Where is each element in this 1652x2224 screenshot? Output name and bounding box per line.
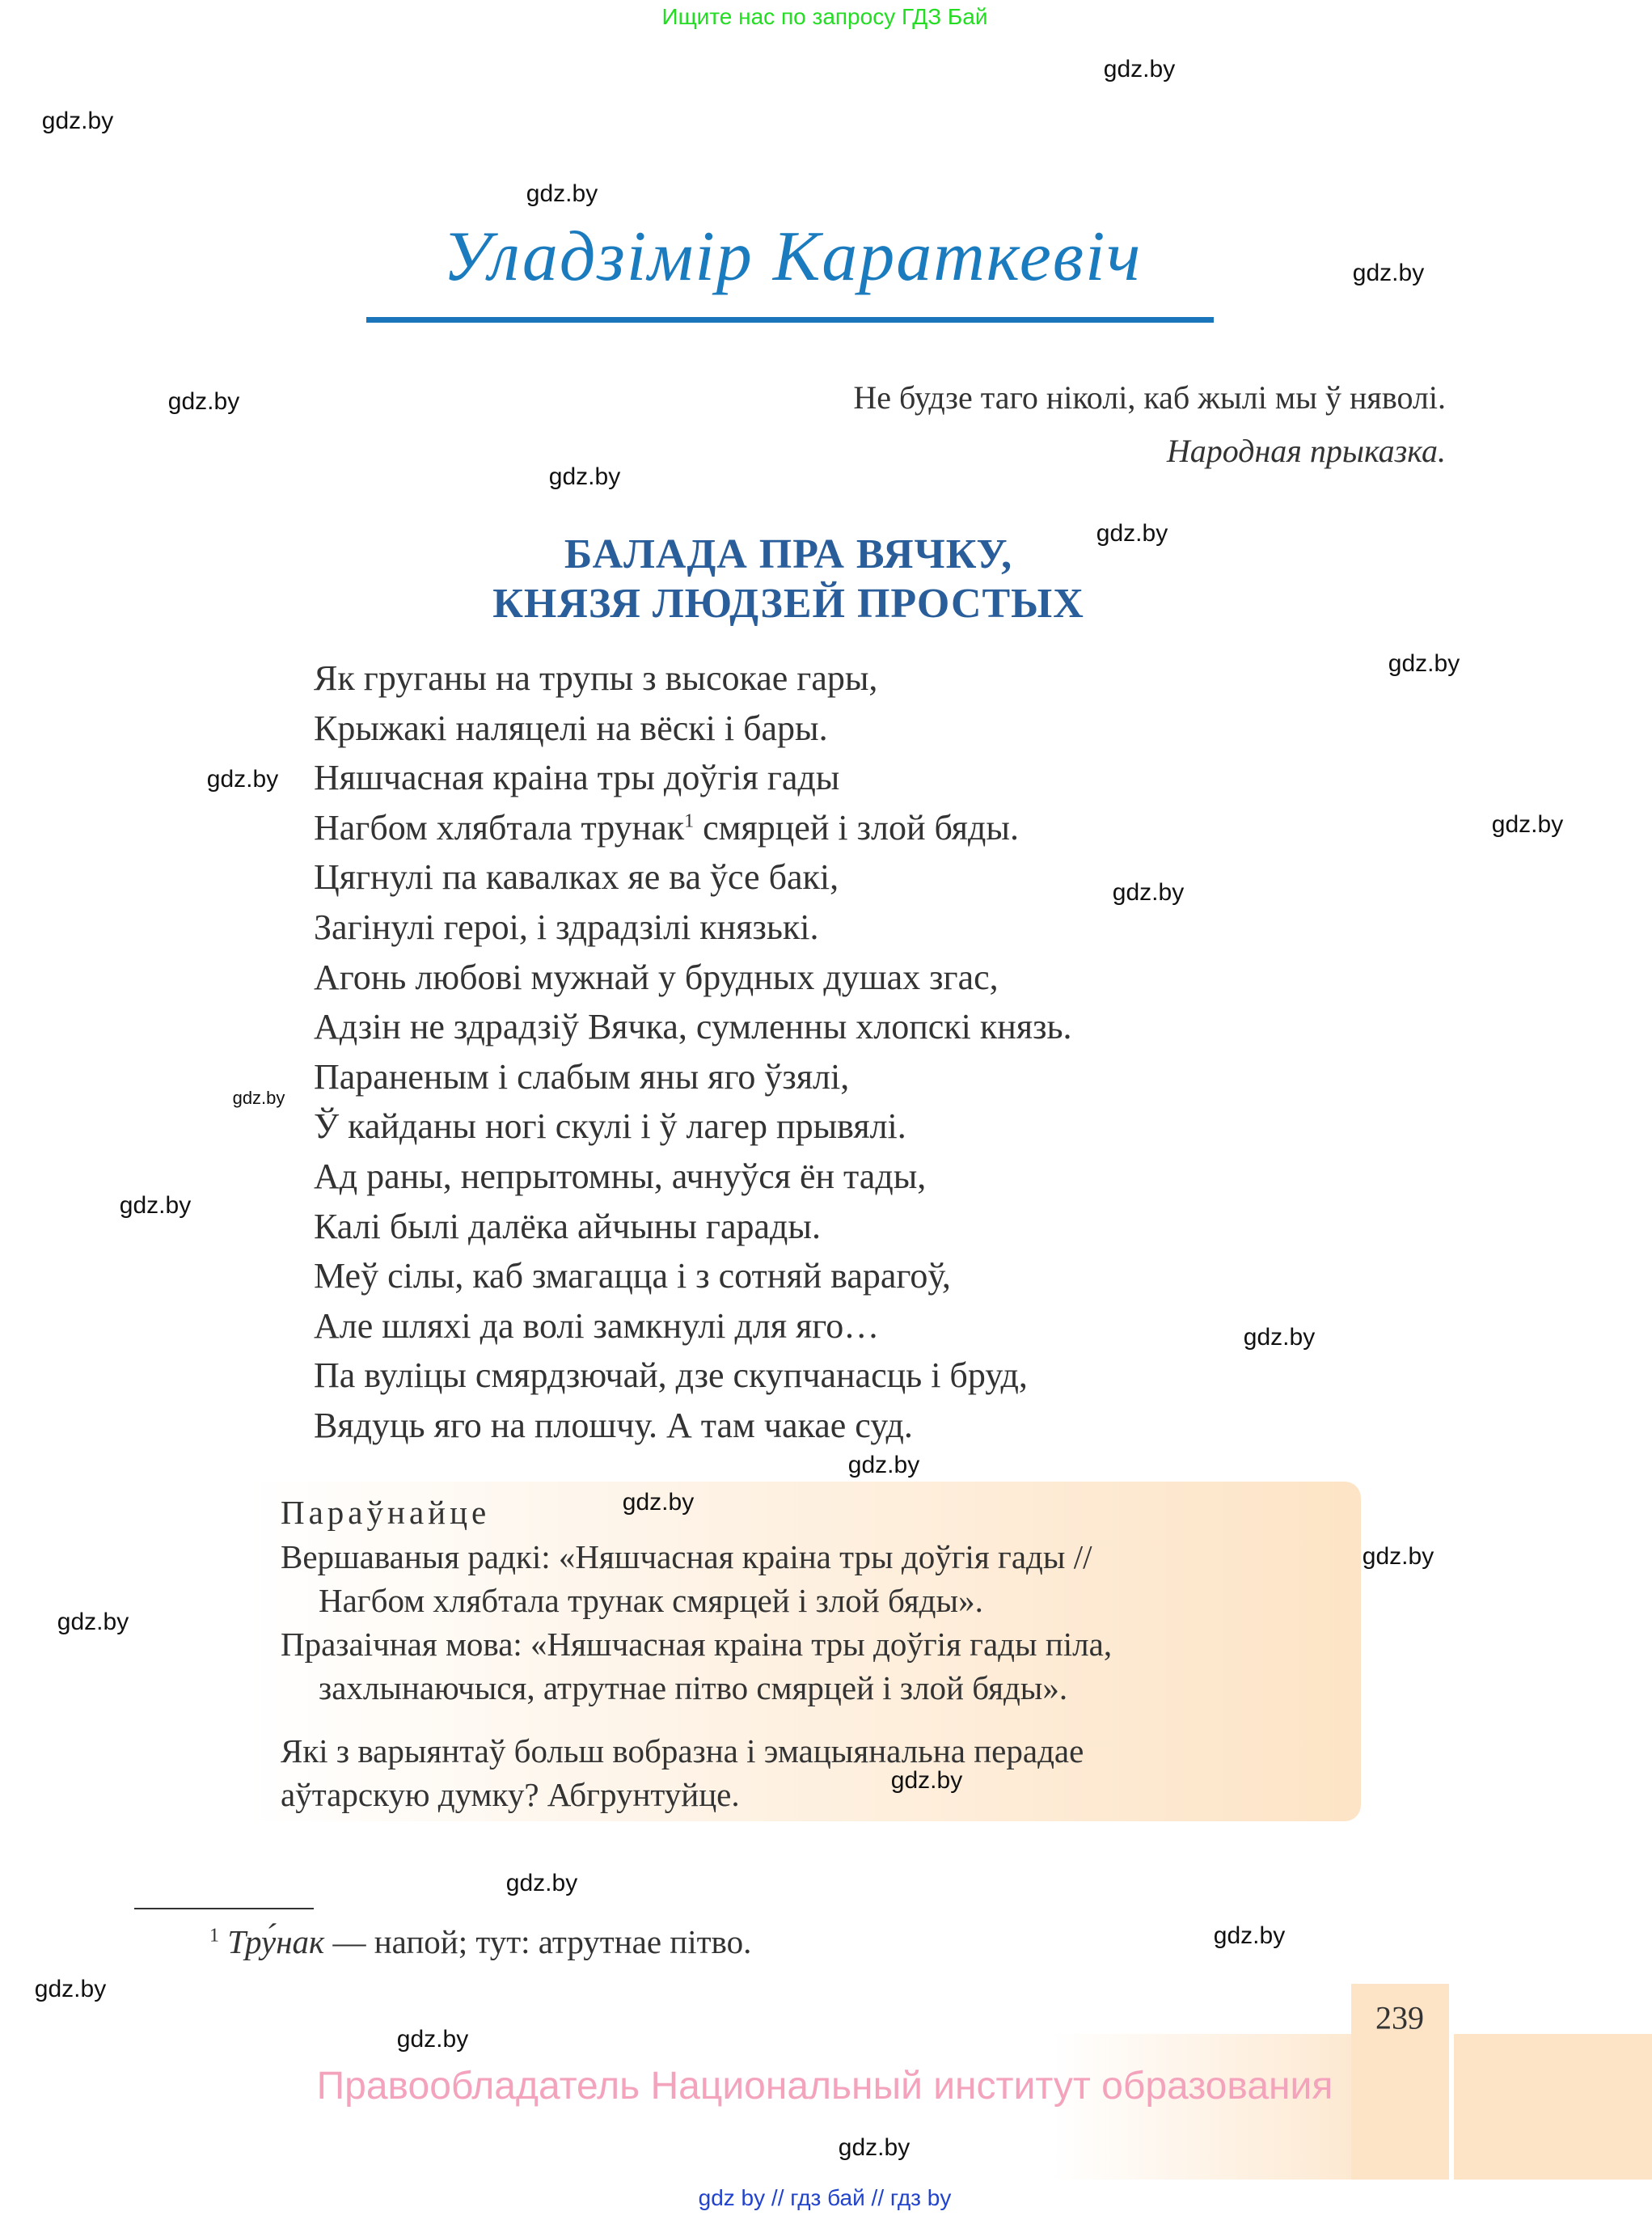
footnote-divider xyxy=(134,1908,314,1909)
poem-line: Па вуліцы смярдзючай, дзе скупчанасць і бруд, xyxy=(314,1355,1028,1396)
watermark: gdz.by xyxy=(1362,1543,1434,1570)
poem-line-part: смярцей і злой бяды. xyxy=(694,807,1019,848)
watermark: gdz.by xyxy=(890,1767,963,1794)
task-line: Вершаваныя радкі: «Няшчасная краіна тры доўгія гады // xyxy=(281,1538,1092,1575)
poem-line: Агонь любові мужнай у брудных душах згас, xyxy=(314,957,999,997)
poem-line: Загінулі героі, і здрадзілі князькі. xyxy=(314,907,819,947)
footnote-term: Тру́нак xyxy=(227,1923,325,1960)
task-question: Які з варыянтаў больш вобразна і эмацыянальна перадае xyxy=(281,1732,1084,1769)
watermark: gdz.by xyxy=(505,1870,578,1896)
task-line: Нагбом хлябтала трунак смярцей і злой бяды». xyxy=(319,1582,983,1619)
rights-holder: Правообладатель Национальный институт образования xyxy=(316,2065,1333,2108)
watermark: gdz.by xyxy=(57,1609,129,1635)
watermark: gdz.by xyxy=(838,2134,911,2161)
footnote-mark: 1 xyxy=(209,1925,219,1947)
poem-line: Як груганы на трупы з высокае гары, xyxy=(314,658,878,698)
footnote-ref[interactable]: 1 xyxy=(684,810,695,832)
bottom-links[interactable]: gdz by // гдз бай // гдз by xyxy=(698,2185,952,2210)
poem-line xyxy=(314,803,1072,853)
task-line: Празаічная мова: «Няшчасная краіна тры доўгія гады піла, xyxy=(281,1626,1113,1663)
task-question: аўтарскую думку? Абгрунтуйце. xyxy=(281,1776,740,1813)
poem-line: Ад раны, непрытомны, ачнуўся ён тады, xyxy=(314,1156,927,1196)
watermark: gdz.by xyxy=(1243,1324,1316,1351)
poem-line: Адзін не здрадзіў Вячка, сумленны хлопскі князь. xyxy=(314,1007,1072,1047)
watermark: gdz.by xyxy=(1388,650,1460,677)
poem-line: Крыжакі наляцелі на вёскі і бары. xyxy=(314,708,828,748)
watermark: gdz.by xyxy=(34,1976,107,2002)
footnote xyxy=(209,1922,751,1961)
poem xyxy=(314,653,1072,1451)
poem-heading-line-2: КНЯЗЯ ЛЮДЗЕЙ ПРОСТЫХ xyxy=(492,581,1084,627)
poem-line: Меў сілы, каб змагацца і з сотняй варагоў, xyxy=(314,1256,951,1296)
task-line: захлынаючыся, атрутнае пітво смярцей і злой бяды». xyxy=(319,1669,1068,1706)
title-underline xyxy=(366,317,1214,323)
watermark: gdz.by xyxy=(119,1192,192,1219)
poem-line: Няшчасная краіна тры доўгія гады xyxy=(314,758,840,798)
poem-line: Але шляхі да волі замкнулі для яго… xyxy=(314,1305,880,1346)
epigraph-source: Народная прыказка. xyxy=(1166,433,1446,469)
watermark: gdz.by xyxy=(548,463,621,490)
watermark: gdz.by xyxy=(847,1452,920,1478)
watermark: gdz.by xyxy=(1491,811,1564,838)
watermark: gdz.by xyxy=(1103,56,1176,82)
poem-line: Ў кайданы ногі скулі і ў лагер прывялі. xyxy=(314,1106,906,1147)
footnote-definition: — напой; тут: атрутнае пітво. xyxy=(324,1923,752,1960)
poem-line: Параненым і слабым яны яго ўзялі, xyxy=(314,1056,850,1097)
watermark: gdz.by xyxy=(622,1489,695,1516)
author-title: Уладзімір Караткевіч xyxy=(442,218,1143,296)
watermark: gdz.by xyxy=(1213,1922,1286,1949)
watermark: gdz.by xyxy=(1352,260,1425,286)
watermark: gdz.by xyxy=(41,108,114,134)
top-note: Ищите нас по запросу ГДЗ Бай xyxy=(661,4,988,29)
poem-line-part: Нагбом хлябтала трунак xyxy=(314,807,685,848)
watermark: gdz.by xyxy=(396,2026,469,2053)
task-title: Параўнайце xyxy=(281,1494,491,1531)
poem-heading-line-1: БАЛАДА ПРА ВЯЧКУ, xyxy=(564,531,1013,577)
poem-line: Цягнулі па кавалках яе ва ўсе бакі, xyxy=(314,857,839,898)
poem-line: Вядуць яго на плошчу. А там чакае суд. xyxy=(314,1405,913,1445)
watermark: gdz.by xyxy=(1112,879,1185,906)
page-corner-block xyxy=(1454,2034,1652,2180)
watermark: gdz.by xyxy=(232,1088,285,1108)
poem-line: Калі былі далёка айчыны гарады. xyxy=(314,1206,821,1246)
watermark: gdz.by xyxy=(1096,520,1168,547)
watermark: gdz.by xyxy=(526,180,598,207)
watermark: gdz.by xyxy=(206,766,279,793)
page-number: 239 xyxy=(1375,1999,1424,2036)
watermark: gdz.by xyxy=(167,388,240,415)
epigraph-text: Не будзе таго ніколі, каб жылі мы ў няволі. xyxy=(853,379,1446,416)
